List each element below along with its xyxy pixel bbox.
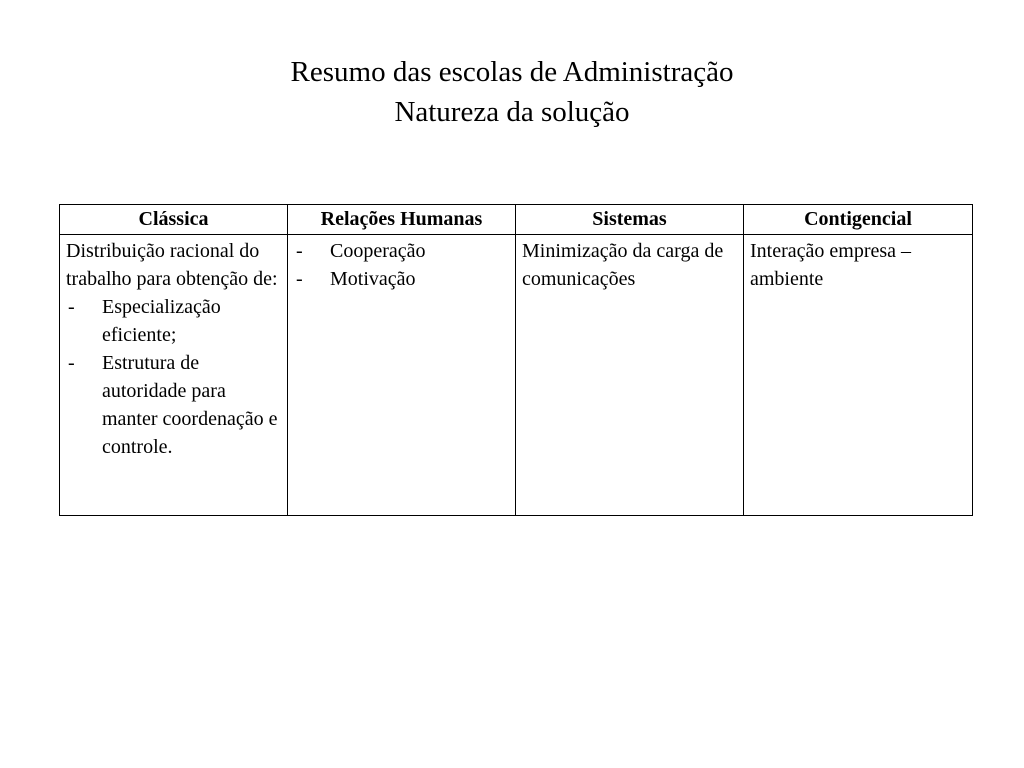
classica-list <box>66 293 281 461</box>
title-line-1: Resumo das escolas de Administração <box>290 56 734 88</box>
relacoes-item-2: Motivação <box>330 268 416 290</box>
dash-bullet: - <box>296 240 303 262</box>
list-item <box>294 265 509 293</box>
table-row <box>60 235 973 516</box>
cell-sistemas <box>516 235 744 516</box>
sistemas-text: Minimização da carga de comunicações <box>522 240 724 290</box>
contigencial-text: Interação empresa – ambiente <box>750 240 912 290</box>
header-relacoes-humanas: Relações Humanas <box>288 205 516 235</box>
list-item <box>66 293 281 349</box>
summary-table <box>59 204 973 516</box>
table-header-row <box>60 205 973 235</box>
header-classica: Clássica <box>60 205 288 235</box>
relacoes-item-1: Cooperação <box>330 240 426 262</box>
relacoes-humanas-list <box>294 237 509 293</box>
header-sistemas: Sistemas <box>516 205 744 235</box>
dash-bullet: - <box>68 352 75 374</box>
list-item <box>66 349 281 461</box>
classica-item-2: Estrutura de autoridade para manter coordenação e controle. <box>102 352 278 458</box>
slide-title <box>0 52 1024 132</box>
cell-contigencial <box>744 235 973 516</box>
classica-item-1: Especialização eficiente; <box>102 296 221 346</box>
classica-intro: Distribuição racional do trabalho para obtenção de: <box>66 240 278 290</box>
dash-bullet: - <box>296 268 303 290</box>
title-line-2: Natureza da solução <box>394 96 630 128</box>
cell-classica <box>60 235 288 516</box>
header-contigencial: Contigencial <box>744 205 973 235</box>
list-item <box>294 237 509 265</box>
cell-relacoes-humanas <box>288 235 516 516</box>
dash-bullet: - <box>68 296 75 318</box>
